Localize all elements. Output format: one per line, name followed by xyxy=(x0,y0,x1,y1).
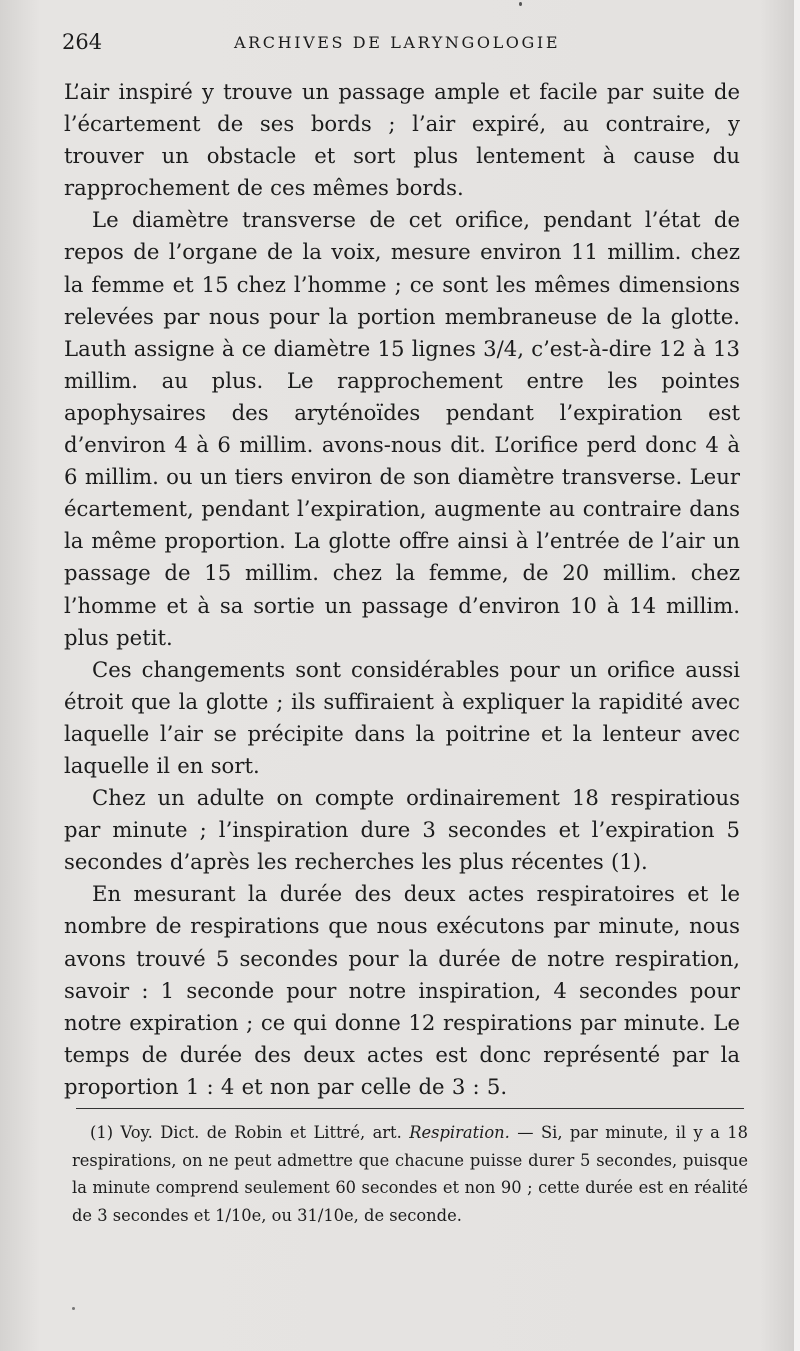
paragraph: Chez un adulte on compte ordinairement 18 respiratious par minute ; l’inspiration dure 3 secondes et l’expiration 5 secondes d’après les recherches les plus récentes (1). xyxy=(64,785,740,875)
footnote-divider xyxy=(76,1108,744,1109)
footnote-prefix: (1) Voy. Dict. de Robin et Littré, art. xyxy=(90,1123,410,1142)
footnote-italic: Respiration. xyxy=(409,1123,510,1142)
page-edge xyxy=(794,0,800,1351)
footnote-text: — Si, par minute, il y a 18 respirations, on ne peut admettre que chacune puisse durer 5 secondes, puisque la minute comprend seulement 60 secondes et non 90 ; cette durée est en réalité de 3 secondes et 1/10e, ou 31/10e, de seconde. xyxy=(72,1123,749,1225)
paragraph: Ces changements sont considérables pour un orifice aussi étroit que la glotte ; ils suffiraient à expliquer la rapidité avec laquelle l’air se précipite dans la poitrine et la lenteur avec laquelle il en sort. xyxy=(64,656,740,778)
paragraph: Le diamètre transverse de cet orifice, pendant l’état de repos de l’organe de la voix, mesure environ 11 millim. chez la femme et 15 chez l’homme ; ce sont les mêmes dimensions relevées par nous pour la portion membraneuse de la glotte. Lauth assigne à ce diamètre 15 lignes 3/4, c’est-à-dire 12 à 13 millim. au plus. Le rapprochement entre les pointes apophysaires des aryténoïdes pendant l’expiration est d’environ 4 à 6 millim. avons-nous dit. L’orifice perd donc 4 à 6 millim. ou un tiers environ de son diamètre transverse. Leur écartement, pendant l’expiration, augmente au contraire dans la même proportion. La glotte offre ainsi à l’entrée de l’air un passage de 15 millim. chez la femme, de 20 millim. chez l’homme et à sa sortie un passage d’environ 10 à 14 millim. plus petit. xyxy=(64,207,740,650)
footnote xyxy=(72,1119,748,1229)
page-number: 264 xyxy=(62,30,103,54)
running-head xyxy=(62,30,752,60)
paragraph: En mesurant la durée des deux actes respiratoires et le nombre de respirations que nous exécutons par minute, nous avons trouvé 5 secondes pour la durée de notre respiration, savoir : 1 seconde pour notre inspiration, 4 secondes pour notre expiration ; ce qui donne 12 respirations par minute. Le temps de durée des deux actes est donc représenté par la proportion 1 : 4 et non par celle de 3 : 5. xyxy=(64,881,740,1099)
running-title: ARCHIVES DE LARYNGOLOGIE xyxy=(234,33,561,52)
body-text xyxy=(64,76,740,1103)
ink-speck xyxy=(72,1307,75,1310)
ink-speck xyxy=(519,2,522,6)
paragraph: L’air inspiré y trouve un passage ample et facile par suite de l’écartement de ses bords ; l’air expiré, au contraire, y trouver un obstacle et sort plus lentement à cause du rapprochement de ces mêmes bords. xyxy=(64,79,740,201)
